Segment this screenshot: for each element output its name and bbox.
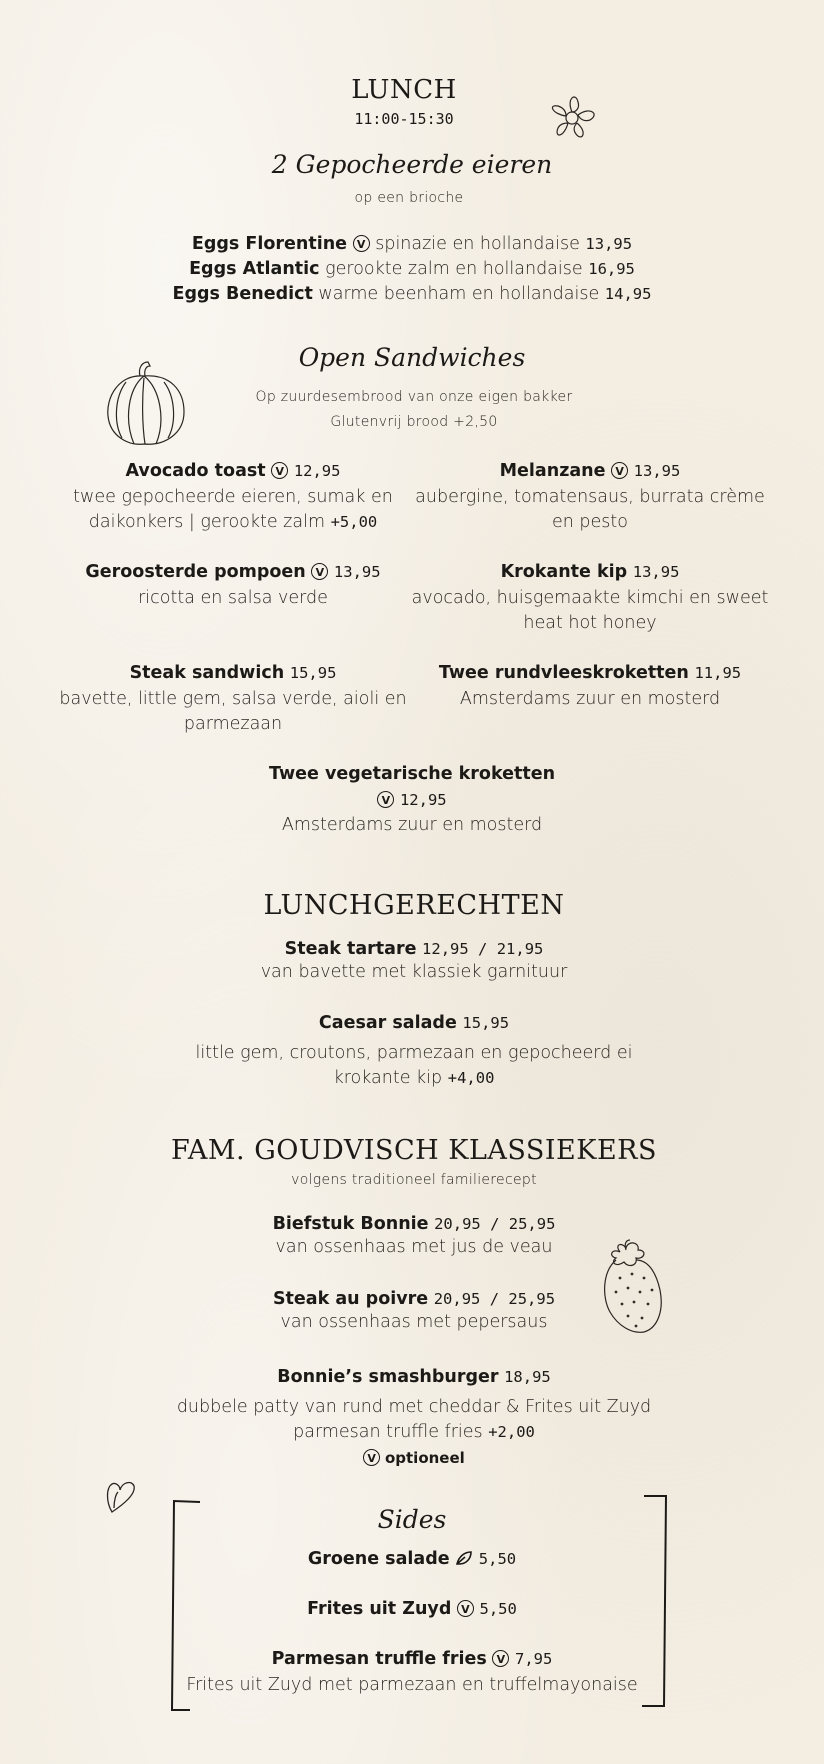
item-desc: Frites uit Zuyd met parmezaan en truffelmayonaise [186,1674,638,1695]
vegetarian-icon: V [271,462,288,479]
flower-icon [536,88,606,150]
item-price: 15,95 [289,664,337,682]
item-price: 7,95 [514,1650,553,1668]
item-desc: van ossenhaas met pepersaus [280,1312,548,1332]
item-name: Parmesan truffle fries [271,1649,487,1669]
menu-item [0,1288,824,1334]
lunch-hours: 11:00-15:30 [354,110,454,128]
item-price: 11,95 [694,664,742,682]
vegetarian-icon: V [611,462,628,479]
vegetarian-icon: V [377,791,394,808]
item-name: Avocado toast [125,461,266,481]
item-price: 20,95 / 25,95 [434,1215,556,1233]
item-price: 13,95 [333,563,381,581]
menu-item [0,1365,824,1471]
item-name: Krokante kip [500,562,628,582]
item-price: 15,95 [462,1014,510,1032]
item-desc: heat hot honey [523,613,657,633]
eggs-subtitle: op een brioche [354,190,464,206]
item-name: Steak au poivre [272,1289,429,1309]
item-extra: +5,00 [330,513,378,531]
item-desc: en pesto [552,512,628,532]
item-name: Steak tartare [284,939,417,959]
item-desc: Amsterdams zuur en mosterd [281,815,543,835]
item-option: optioneel [384,1448,465,1467]
menu-item [40,459,426,536]
menu-item [400,661,780,712]
item-price: 5,50 [479,1600,517,1618]
eggs-list [0,232,824,307]
menu-item [0,1011,824,1092]
menu-item [0,232,824,257]
menu-item [0,1597,824,1623]
klassiekers-title: FAM. GOUDVISCH KLASSIEKERS [171,1135,657,1166]
klassiekers-subtitle: volgens traditioneel familierecept [291,1172,537,1188]
item-price: 20,95 / 25,95 [433,1290,556,1308]
item-price: 13,95 [633,462,681,480]
item-name: Bonnie’s smashburger [277,1367,499,1387]
menu-item [0,1213,824,1259]
item-desc: warme beenham en hollandaise [318,284,600,304]
item-desc: daikonkers | gerookte zalm [88,512,325,532]
item-desc: krokante kip [333,1068,443,1088]
item-desc: dubbele patty van rund met cheddar & Frites uit Zuyd [176,1396,652,1417]
menu-item [0,282,824,307]
menu-item [40,560,426,611]
vegetarian-icon: V [353,235,370,252]
item-desc: aubergine, tomatensaus, burrata crème [415,486,765,507]
vegetarian-icon: V [492,1650,509,1667]
vegetarian-icon: V [311,563,328,580]
item-name: Caesar salade [318,1013,457,1033]
menu-item [400,459,780,536]
open-sandwiches-heading: Open Sandwiches [298,343,526,372]
menu-item [0,1547,824,1573]
vegetarian-icon: V [363,1449,380,1466]
item-name: Biefstuk Bonnie [272,1214,429,1234]
eggs-heading: 2 Gepocheerde eieren [271,150,553,179]
item-desc: bavette, little gem, salsa verde, aioli en [59,688,407,709]
item-price: 5,50 [478,1550,517,1568]
menu-item [0,762,824,839]
item-name: Twee rundvleeskroketten [438,663,689,683]
item-desc: ricotta en salsa verde [138,587,328,608]
menu-item [40,661,426,738]
strawberry-icon [598,1238,668,1338]
item-name: Steak sandwich [129,663,285,683]
item-price: 14,95 [604,285,652,303]
item-name: Twee vegetarische kroketten [268,764,556,784]
open-sandwiches-subtitle: Op zuurdesembrood van onze eigen bakker [255,389,573,405]
item-desc: van ossenhaas met jus de veau [275,1237,553,1257]
sides-heading: Sides [377,1505,447,1534]
item-desc: spinazie en hollandaise [375,234,580,254]
item-price: 16,95 [588,260,635,278]
item-desc: avocado, huisgemaakte kimchi en sweet [411,587,769,608]
item-name: Eggs Atlantic [189,259,320,279]
item-price: 13,95 [632,563,680,581]
item-price: 12,95 / 21,95 [422,940,544,958]
leaf-icon [455,1550,473,1566]
lunch-title: LUNCH [351,75,457,105]
menu-item [0,257,824,282]
item-price: 12,95 [293,462,341,480]
item-extra: +2,00 [488,1423,535,1441]
item-desc: van bavette met klassiek garnituur [260,962,568,982]
item-desc: little gem, croutons, parmezaan en gepocheerd ei [195,1042,633,1063]
item-price: 12,95 [399,790,447,809]
item-name: Eggs Benedict [172,284,313,304]
vegetarian-icon: V [457,1600,474,1617]
glutenfree-note: Glutenvrij brood +2,50 [330,414,498,430]
item-extra: +4,00 [447,1069,495,1087]
item-name: Melanzane [499,461,606,481]
lunchgerechten-title: LUNCHGERECHTEN [263,890,565,921]
item-desc: parmesan truffle fries [293,1422,483,1442]
menu-item [400,560,780,637]
item-desc: gerookte zalm en hollandaise [325,259,583,279]
item-name: Geroosterde pompoen [85,562,306,582]
item-name: Eggs Florentine [191,234,348,254]
menu-item [0,1647,824,1698]
item-price: 13,95 [585,235,633,253]
item-desc: parmezaan [183,714,283,734]
item-name: Groene salade [307,1549,450,1569]
item-desc: twee gepocheerde eieren, sumak en [73,486,393,507]
item-desc: Amsterdams zuur en mosterd [459,688,721,709]
item-price: 18,95 [504,1368,551,1386]
item-name: Frites uit Zuyd [307,1599,452,1619]
menu-item [0,938,824,984]
